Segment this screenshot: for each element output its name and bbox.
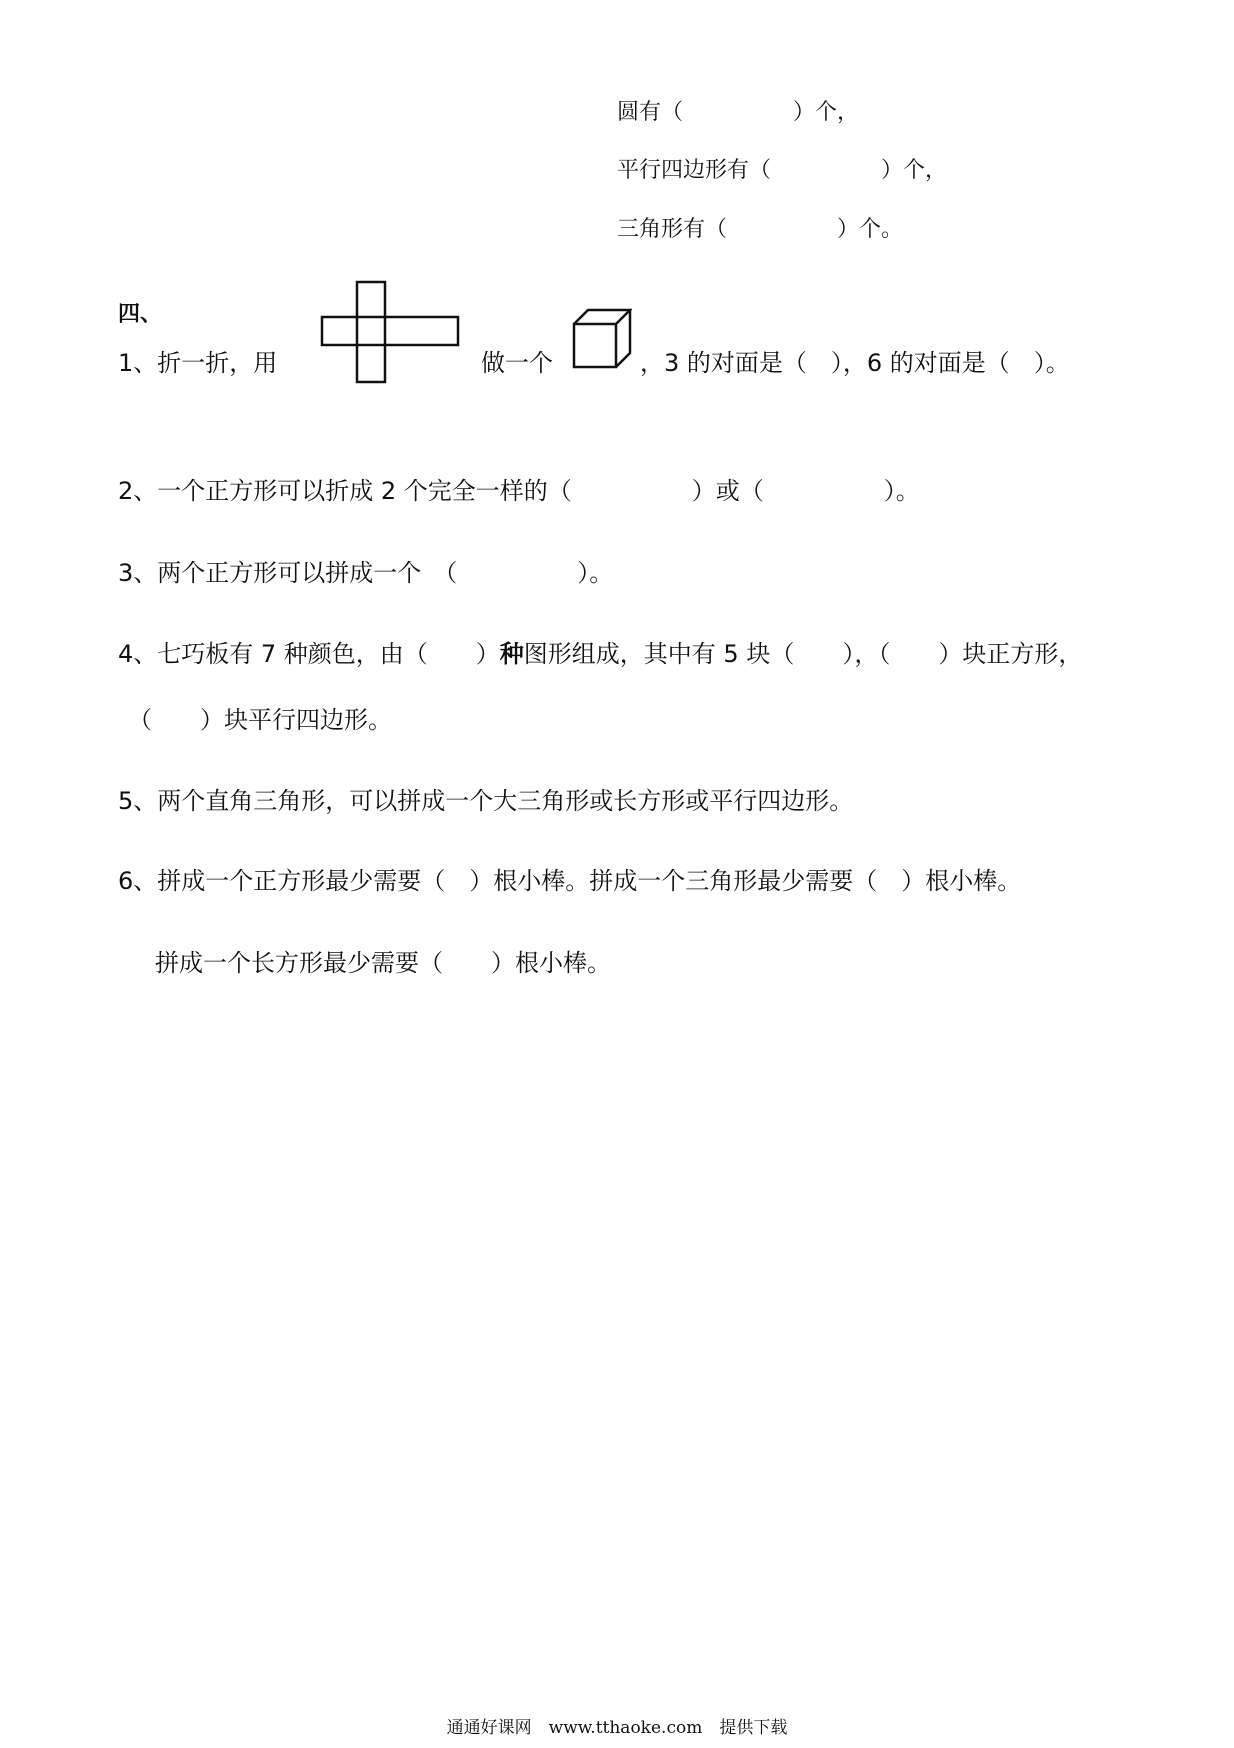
q6-line1: 6、拼成一个正方形最少需要（ ）根小棒。拼成一个三角形最少需要（ ）根小棒。	[118, 867, 1022, 895]
parallelogram-count-line: 平行四边形有（ ）个，	[617, 158, 948, 183]
q1-text-part-a: 1、折一折，用	[118, 349, 278, 377]
cube-top-face	[574, 310, 630, 324]
cube-front-face	[574, 324, 616, 367]
cross-net-horizontal-strip	[322, 317, 458, 345]
footer-credit: 通通好课网 www.tthaoke.com 提供下载	[446, 1718, 788, 1738]
q4-line1	[118, 638, 1082, 670]
q2-text: 2、一个正方形可以折成 2 个完全一样的（ ）或（ ）。	[118, 477, 920, 505]
cross-net-figure	[320, 280, 460, 384]
triangle-count-line: 三角形有（ ）个。	[617, 217, 904, 242]
q1-text-part-b: 做一个	[481, 349, 553, 377]
circle-count-line: 圆有（ ）个，	[617, 100, 860, 125]
q4-line1-part-b: 图形组成，其中有 5 块（ ），（ ）块正方形，	[523, 640, 1083, 668]
q6-line2: 拼成一个长方形最少需要（ ）根小棒。	[155, 949, 611, 977]
q4-line1-bold-word: 种	[499, 640, 524, 668]
q4-line2: （ ）块平行四边形。	[128, 706, 392, 734]
q4-line1-part-a: 4、七巧板有 7 种颜色，由（ ）	[118, 640, 500, 668]
cross-net-vertical-strip	[357, 282, 385, 382]
q3-text: 3、两个正方形可以拼成一个 （ ）。	[118, 559, 614, 587]
section-heading: 四、	[118, 302, 163, 327]
q1-text-part-c: ，3 的对面是（ ），6 的对面是（ ）。	[640, 349, 1070, 377]
q5-text: 5、两个直角三角形，可以拼成一个大三角形或长方形或平行四边形。	[118, 787, 854, 815]
cube-figure	[572, 308, 632, 370]
